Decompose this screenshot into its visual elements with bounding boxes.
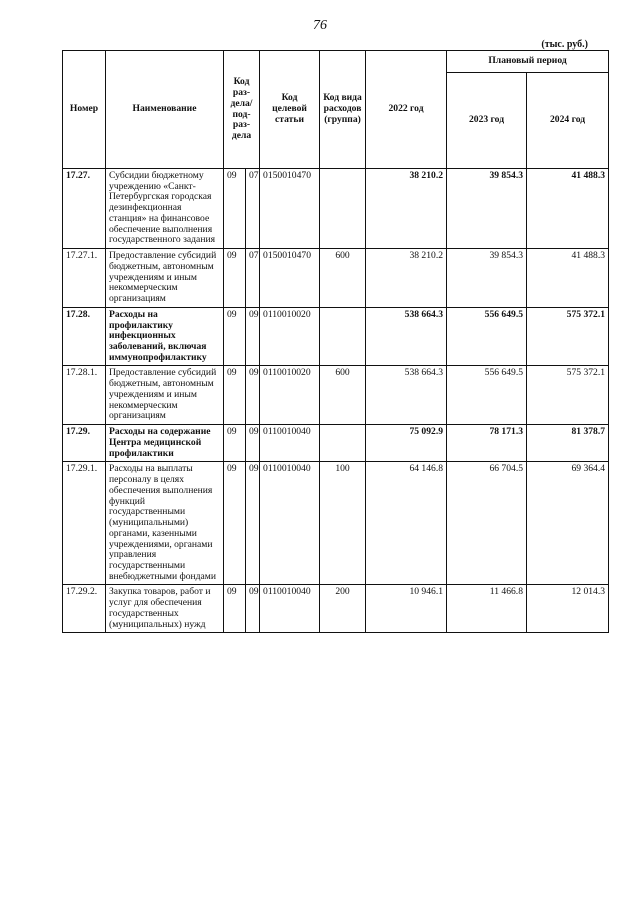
row-subsection-code: 07 <box>246 249 260 308</box>
row-amount-2022: 538 664.3 <box>366 366 447 425</box>
table-row <box>63 425 609 462</box>
row-amount-2022: 75 092.9 <box>366 425 447 462</box>
row-number: 17.28. <box>63 307 106 366</box>
table-row <box>63 249 609 308</box>
table-row <box>63 307 609 366</box>
row-amount-2023: 66 704.5 <box>447 462 527 585</box>
row-amount-2022: 38 210.2 <box>366 249 447 308</box>
row-name: Расходы на профилактику инфекционных заболеваний, включая иммунопрофилактику <box>106 307 224 366</box>
row-target-code: 0150010470 <box>260 249 320 308</box>
row-section-code: 09 <box>224 462 246 585</box>
row-target-code: 0110010040 <box>260 425 320 462</box>
row-section-code: 09 <box>224 307 246 366</box>
units-label: (тыс. руб.) <box>541 39 588 50</box>
row-target-code: 0150010470 <box>260 169 320 249</box>
row-amount-2022: 10 946.1 <box>366 585 447 633</box>
row-section-code: 09 <box>224 366 246 425</box>
row-target-code: 0110010040 <box>260 462 320 585</box>
row-amount-2024: 81 378.7 <box>527 425 609 462</box>
row-section-code: 09 <box>224 425 246 462</box>
row-expense-type: 100 <box>320 462 366 585</box>
row-target-code: 0110010020 <box>260 366 320 425</box>
row-name: Закупка товаров, работ и услуг для обеспечения государственных (муниципальных) нужд <box>106 585 224 633</box>
row-amount-2022: 538 664.3 <box>366 307 447 366</box>
row-subsection-code: 09 <box>246 425 260 462</box>
row-amount-2023: 78 171.3 <box>447 425 527 462</box>
table-row <box>63 169 609 249</box>
row-subsection-code: 09 <box>246 366 260 425</box>
row-expense-type: 200 <box>320 585 366 633</box>
row-expense-type: 600 <box>320 249 366 308</box>
row-section-code: 09 <box>224 585 246 633</box>
row-number: 17.28.1. <box>63 366 106 425</box>
row-number: 17.29. <box>63 425 106 462</box>
row-name: Предоставление субсидий бюджетным, автономным учреждениям и иным некоммерческим организациям <box>106 366 224 425</box>
table-header <box>63 51 609 169</box>
row-subsection-code: 07 <box>246 169 260 249</box>
budget-table <box>62 50 609 633</box>
page-number: 76 <box>313 18 327 33</box>
row-name: Субсидии бюджетному учреждению «Санкт-Петербургская городская дезинфекционная станция» на финансовое обеспечение выполнения государственного задания <box>106 169 224 249</box>
row-target-code: 0110010020 <box>260 307 320 366</box>
row-amount-2024: 575 372.1 <box>527 366 609 425</box>
row-amount-2023: 11 466.8 <box>447 585 527 633</box>
header-section-code: Код раз-дела/ под-раз-дела <box>224 51 260 169</box>
row-amount-2024: 575 372.1 <box>527 307 609 366</box>
row-amount-2023: 39 854.3 <box>447 249 527 308</box>
row-name: Расходы на выплаты персоналу в целях обеспечения выполнения функций государственными (муниципальными) органами, казенными учреждениями, органами управления государственными внебюджетными фондами <box>106 462 224 585</box>
header-year-2022: 2022 год <box>366 51 447 169</box>
header-expense-type-code: Код вида расходов (группа) <box>320 51 366 169</box>
header-target-code: Код целевой статьи <box>260 51 320 169</box>
row-subsection-code: 09 <box>246 585 260 633</box>
row-amount-2022: 38 210.2 <box>366 169 447 249</box>
table-row <box>63 462 609 585</box>
row-number: 17.27.1. <box>63 249 106 308</box>
row-amount-2023: 39 854.3 <box>447 169 527 249</box>
row-amount-2024: 12 014.3 <box>527 585 609 633</box>
header-year-2023: 2023 год <box>447 73 527 169</box>
header-name: Наименование <box>106 51 224 169</box>
row-number: 17.29.1. <box>63 462 106 585</box>
row-number: 17.29.2. <box>63 585 106 633</box>
row-expense-type <box>320 307 366 366</box>
row-amount-2024: 41 488.3 <box>527 249 609 308</box>
row-expense-type <box>320 169 366 249</box>
row-name: Предоставление субсидий бюджетным, автономным учреждениям и иным некоммерческим организациям <box>106 249 224 308</box>
row-expense-type <box>320 425 366 462</box>
row-target-code: 0110010040 <box>260 585 320 633</box>
row-subsection-code: 09 <box>246 462 260 585</box>
row-amount-2023: 556 649.5 <box>447 307 527 366</box>
table-row <box>63 585 609 633</box>
header-number: Номер <box>63 51 106 169</box>
header-year-2024: 2024 год <box>527 73 609 169</box>
row-name: Расходы на содержание Центра медицинской профилактики <box>106 425 224 462</box>
table-body <box>63 169 609 633</box>
row-amount-2024: 41 488.3 <box>527 169 609 249</box>
row-section-code: 09 <box>224 249 246 308</box>
table-row <box>63 366 609 425</box>
row-expense-type: 600 <box>320 366 366 425</box>
row-section-code: 09 <box>224 169 246 249</box>
header-planned-period: Плановый период <box>447 51 609 73</box>
row-amount-2022: 64 146.8 <box>366 462 447 585</box>
row-amount-2023: 556 649.5 <box>447 366 527 425</box>
row-number: 17.27. <box>63 169 106 249</box>
row-amount-2024: 69 364.4 <box>527 462 609 585</box>
row-subsection-code: 09 <box>246 307 260 366</box>
